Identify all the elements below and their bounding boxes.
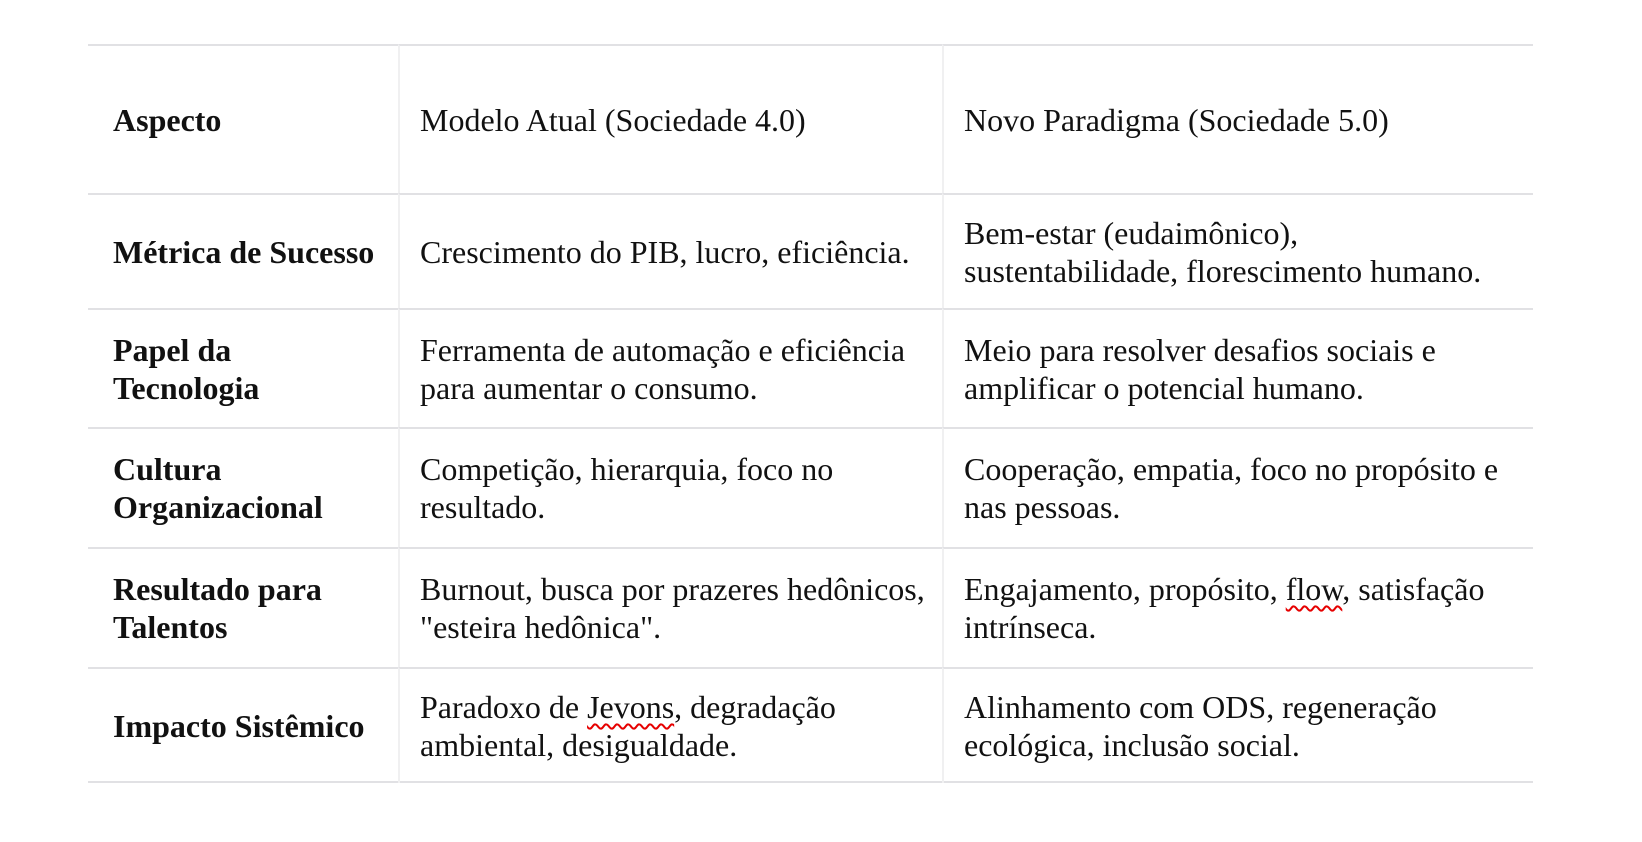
cell-text: Crescimento do PIB, lucro, eficiência.: [420, 233, 910, 270]
novo-cell: [942, 667, 1533, 783]
aspect-label: Impacto Sistêmico: [113, 708, 365, 744]
aspect-label: Resultado para Talentos: [113, 571, 322, 645]
cell-text: Paradoxo de Jevons, degradação ambiental, desigualdade.: [420, 689, 836, 763]
column-header-modelo-atual: [398, 44, 942, 193]
modelo-cell: [398, 193, 942, 308]
cell-text: Engajamento, propósito, flow, satisfação intrínseca.: [964, 571, 1485, 645]
modelo-cell: [398, 308, 942, 427]
cell-text: Competição, hierarquia, foco no resultado.: [420, 451, 834, 525]
misspelled-word: flow: [1285, 571, 1343, 607]
modelo-cell: [398, 547, 942, 667]
aspect-label: Papel da Tecnologia: [113, 331, 260, 406]
cell-text: Alinhamento com ODS, regeneração ecológica, inclusão social.: [964, 689, 1437, 763]
aspect-cell: [88, 547, 398, 667]
novo-cell: [942, 547, 1533, 667]
comparison-table: [88, 44, 1533, 783]
aspect-label: Cultura Organizacional: [113, 451, 323, 525]
modelo-cell: [398, 427, 942, 547]
aspect-cell: [88, 308, 398, 427]
cell-text: Cooperação, empatia, foco no propósito e nas pessoas.: [964, 451, 1499, 525]
column-header-label: Aspecto: [113, 101, 222, 138]
column-header-aspecto: [88, 44, 398, 193]
cell-text: Meio para resolver desafios sociais e amplificar o potencial humano.: [964, 331, 1436, 406]
column-header-label: Modelo Atual (Sociedade 4.0): [420, 101, 806, 138]
aspect-label: Métrica de Sucesso: [113, 233, 375, 270]
aspect-cell: [88, 667, 398, 783]
cell-text: Ferramenta de automação e eficiência para aumentar o consumo.: [420, 331, 906, 406]
novo-cell: [942, 308, 1533, 427]
novo-cell: [942, 193, 1533, 308]
cell-text: Bem-estar (eudaimônico), sustentabilidade, florescimento humano.: [964, 214, 1482, 289]
column-header-label: Novo Paradigma (Sociedade 5.0): [964, 101, 1389, 138]
cell-text: Burnout, busca por prazeres hedônicos, "esteira hedônica".: [420, 571, 925, 645]
novo-cell: [942, 427, 1533, 547]
aspect-cell: [88, 427, 398, 547]
column-header-novo-paradigma: [942, 44, 1533, 193]
misspelled-word: Jevons: [587, 689, 675, 725]
aspect-cell: [88, 193, 398, 308]
modelo-cell: [398, 667, 942, 783]
